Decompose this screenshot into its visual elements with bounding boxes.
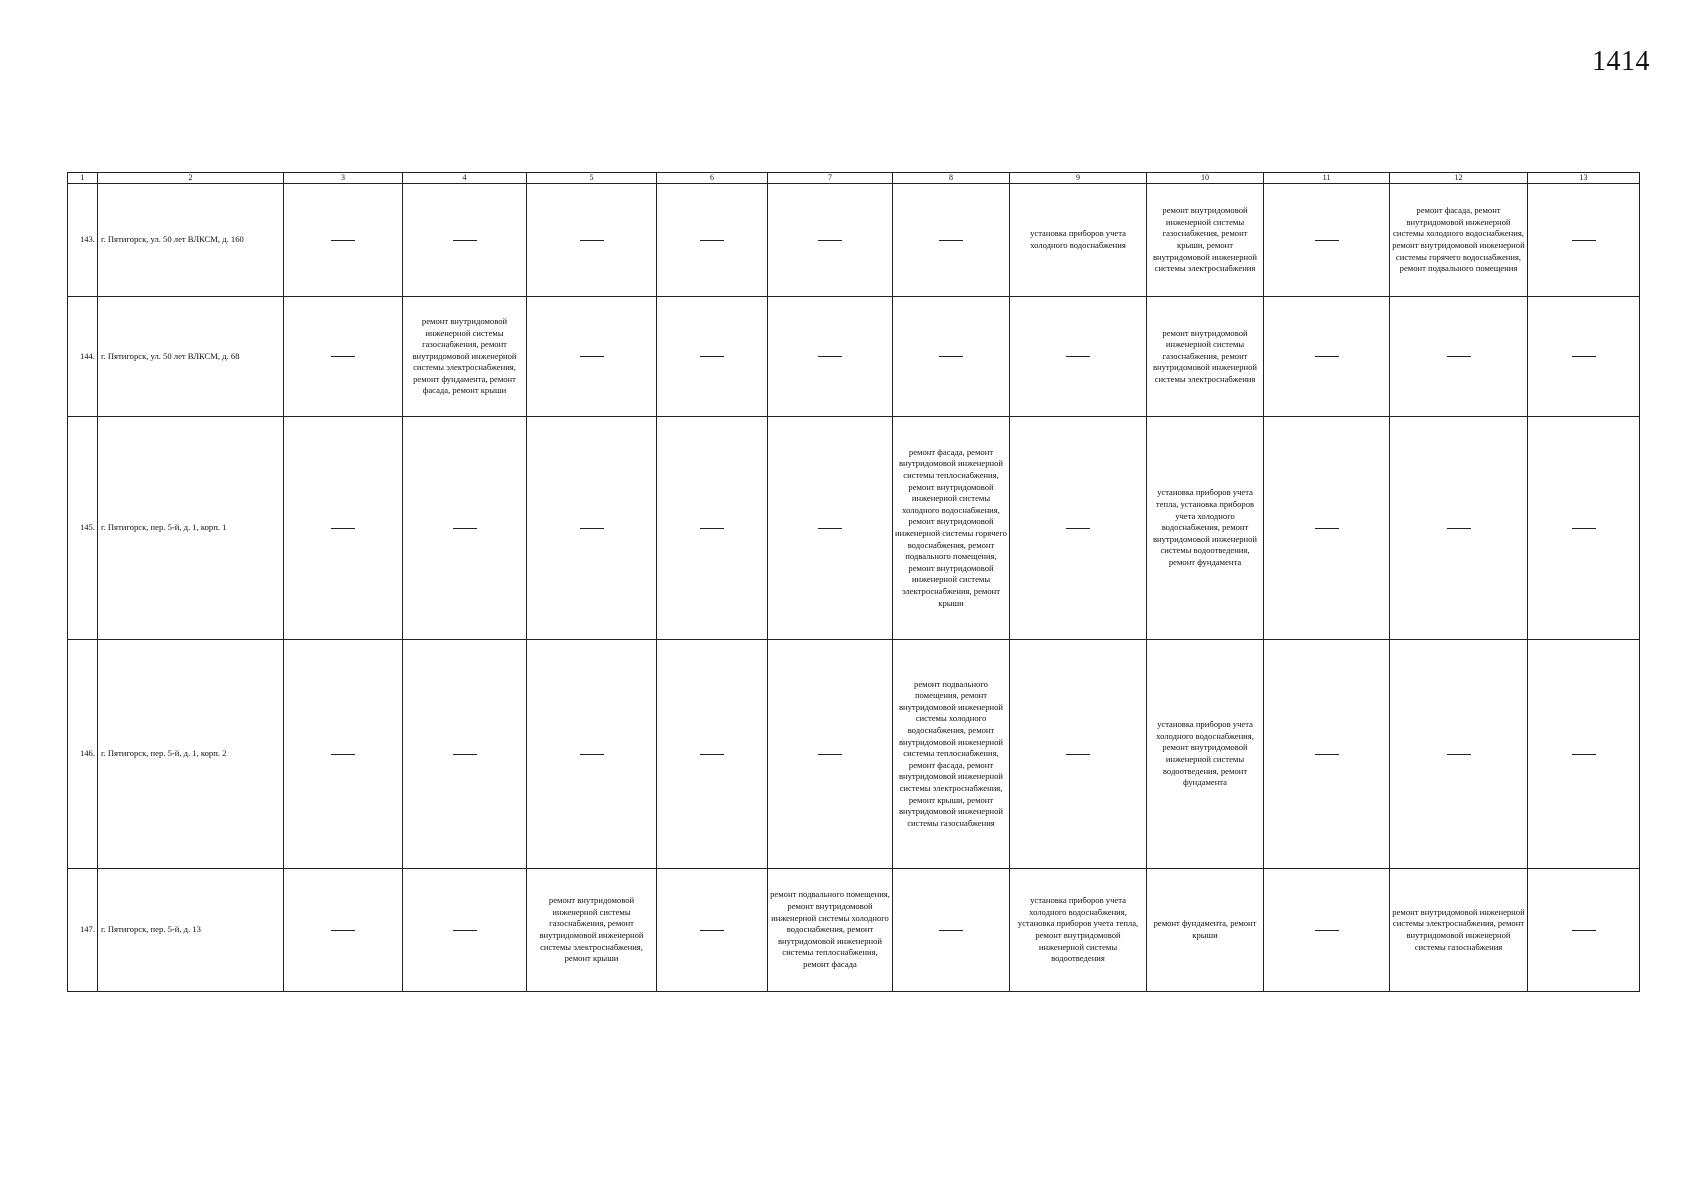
empty-cell bbox=[1264, 417, 1390, 640]
empty-cell bbox=[1528, 417, 1640, 640]
work-cell: ремонт подвального помещения, ремонт внутридомовой инженерной системы холодного водоснабжения, ремонт внутридомовой инженерной системы теплоснабжения, ремонт фасада bbox=[768, 869, 893, 992]
dash-mark bbox=[1447, 356, 1471, 357]
column-number: 8 bbox=[893, 173, 1010, 184]
work-cell: ремонт фундамента, ремонт крыши bbox=[1147, 869, 1264, 992]
work-cell: установка приборов учета тепла, установка приборов учета холодного водоснабжения, ремонт внутридомовой инженерной системы водоотведения, ремонт фундамента bbox=[1147, 417, 1264, 640]
dash-mark bbox=[1572, 356, 1596, 357]
empty-cell bbox=[1390, 297, 1528, 417]
dash-mark bbox=[1572, 754, 1596, 755]
work-cell: установка приборов учета холодного водоснабжения, ремонт внутридомовой инженерной системы водоотведения, ремонт фундамента bbox=[1147, 640, 1264, 869]
empty-cell bbox=[893, 297, 1010, 417]
empty-cell bbox=[1264, 640, 1390, 869]
work-cell: ремонт внутридомовой инженерной системы газоснабжения, ремонт внутридомовой инженерной системы электроснабжения, ремонт крыши bbox=[527, 869, 657, 992]
column-number: 9 bbox=[1010, 173, 1147, 184]
dash-mark bbox=[1572, 240, 1596, 241]
empty-cell bbox=[657, 869, 768, 992]
empty-cell bbox=[284, 640, 403, 869]
empty-cell bbox=[1010, 297, 1147, 417]
dash-mark bbox=[331, 930, 355, 931]
row-number: 146. bbox=[68, 640, 98, 869]
dash-mark bbox=[453, 240, 477, 241]
work-cell: ремонт внутридомовой инженерной системы газоснабжения, ремонт внутридомовой инженерной системы электроснабжения bbox=[1147, 297, 1264, 417]
dash-mark bbox=[818, 754, 842, 755]
table-row bbox=[68, 640, 1640, 869]
dash-mark bbox=[1066, 356, 1090, 357]
empty-cell bbox=[1390, 640, 1528, 869]
page-number: 1414 bbox=[1592, 46, 1650, 77]
empty-cell bbox=[1264, 869, 1390, 992]
dash-mark bbox=[700, 528, 724, 529]
empty-cell bbox=[1528, 640, 1640, 869]
dash-mark bbox=[818, 528, 842, 529]
empty-cell bbox=[403, 184, 527, 297]
dash-mark bbox=[1315, 754, 1339, 755]
row-number: 147. bbox=[68, 869, 98, 992]
empty-cell bbox=[657, 184, 768, 297]
dash-mark bbox=[700, 930, 724, 931]
empty-cell bbox=[527, 417, 657, 640]
empty-cell bbox=[1264, 184, 1390, 297]
empty-cell bbox=[527, 297, 657, 417]
dash-mark bbox=[1572, 930, 1596, 931]
dash-mark bbox=[1572, 528, 1596, 529]
dash-mark bbox=[580, 356, 604, 357]
dash-mark bbox=[700, 240, 724, 241]
dash-mark bbox=[700, 356, 724, 357]
dash-mark bbox=[580, 240, 604, 241]
table-row bbox=[68, 297, 1640, 417]
dash-mark bbox=[1066, 754, 1090, 755]
empty-cell bbox=[1528, 869, 1640, 992]
work-cell: ремонт фасада, ремонт внутридомовой инженерной системы холодного водоснабжения, ремонт внутридомовой инженерной системы горячего водоснабжения, ремонт подвального помещения bbox=[1390, 184, 1528, 297]
work-cell: ремонт фасада, ремонт внутридомовой инженерной системы теплоснабжения, ремонт внутридомовой инженерной системы холодного водоснабжения, ремонт внутридомовой инженерной системы горячего водоснабжения, ремонт подвального помещения, ремонт внутридомовой инженерной системы электроснабжения, ремонт крыши bbox=[893, 417, 1010, 640]
empty-cell bbox=[1528, 184, 1640, 297]
dash-mark bbox=[818, 240, 842, 241]
empty-cell bbox=[403, 417, 527, 640]
empty-cell bbox=[768, 184, 893, 297]
dash-mark bbox=[1315, 528, 1339, 529]
dash-mark bbox=[939, 240, 963, 241]
column-number: 1 bbox=[68, 173, 98, 184]
dash-mark bbox=[453, 930, 477, 931]
empty-cell bbox=[284, 297, 403, 417]
empty-cell bbox=[1390, 417, 1528, 640]
housing-repair-table bbox=[67, 172, 1640, 992]
empty-cell bbox=[657, 417, 768, 640]
dash-mark bbox=[939, 356, 963, 357]
dash-mark bbox=[1315, 240, 1339, 241]
dash-mark bbox=[453, 528, 477, 529]
empty-cell bbox=[768, 297, 893, 417]
column-number: 11 bbox=[1264, 173, 1390, 184]
dash-mark bbox=[1315, 930, 1339, 931]
column-number: 3 bbox=[284, 173, 403, 184]
dash-mark bbox=[1447, 528, 1471, 529]
empty-cell bbox=[1010, 640, 1147, 869]
column-number: 12 bbox=[1390, 173, 1528, 184]
address-cell: г. Пятигорск, пер. 5-й, д. 13 bbox=[98, 869, 284, 992]
empty-cell bbox=[1528, 297, 1640, 417]
empty-cell bbox=[893, 869, 1010, 992]
dash-mark bbox=[939, 930, 963, 931]
work-cell: ремонт подвального помещения, ремонт внутридомовой инженерной системы холодного водоснабжения, ремонт внутридомовой инженерной системы теплоснабжения, ремонт фасада, ремонт внутридомовой инженерной системы электроснабжения, ремонт крыши, ремонт внутридомовой инженерной системы газоснабжения bbox=[893, 640, 1010, 869]
table-row bbox=[68, 417, 1640, 640]
table-row bbox=[68, 184, 1640, 297]
empty-cell bbox=[1010, 417, 1147, 640]
work-cell: ремонт внутридомовой инженерной системы газоснабжения, ремонт внутридомовой инженерной системы электроснабжения, ремонт фундамента, ремонт фасада, ремонт крыши bbox=[403, 297, 527, 417]
dash-mark bbox=[700, 754, 724, 755]
address-cell: г. Пятигорск, ул. 50 лет ВЛКСМ, д. 68 bbox=[98, 297, 284, 417]
work-cell: ремонт внутридомовой инженерной системы газоснабжения, ремонт крыши, ремонт внутридомовой инженерной системы электроснабжения bbox=[1147, 184, 1264, 297]
empty-cell bbox=[403, 640, 527, 869]
empty-cell bbox=[284, 869, 403, 992]
dash-mark bbox=[580, 528, 604, 529]
empty-cell bbox=[657, 640, 768, 869]
dash-mark bbox=[331, 754, 355, 755]
column-number: 4 bbox=[403, 173, 527, 184]
dash-mark bbox=[331, 528, 355, 529]
empty-cell bbox=[768, 417, 893, 640]
column-number: 5 bbox=[527, 173, 657, 184]
dash-mark bbox=[331, 240, 355, 241]
column-number: 7 bbox=[768, 173, 893, 184]
row-number: 145. bbox=[68, 417, 98, 640]
row-number: 143. bbox=[68, 184, 98, 297]
dash-mark bbox=[331, 356, 355, 357]
address-cell: г. Пятигорск, пер. 5-й, д. 1, корп. 2 bbox=[98, 640, 284, 869]
empty-cell bbox=[893, 184, 1010, 297]
work-cell: установка приборов учета холодного водоснабжения bbox=[1010, 184, 1147, 297]
address-cell: г. Пятигорск, ул. 50 лет ВЛКСМ, д. 160 bbox=[98, 184, 284, 297]
empty-cell bbox=[768, 640, 893, 869]
dash-mark bbox=[1447, 754, 1471, 755]
column-number: 10 bbox=[1147, 173, 1264, 184]
empty-cell bbox=[527, 184, 657, 297]
work-cell: установка приборов учета холодного водоснабжения, установка приборов учета тепла, ремонт внутридомовой инженерной системы водоотведения bbox=[1010, 869, 1147, 992]
column-number: 13 bbox=[1528, 173, 1640, 184]
column-number: 6 bbox=[657, 173, 768, 184]
work-cell: ремонт внутридомовой инженерной системы электроснабжения, ремонт внутридомовой инженерной системы газоснабжения bbox=[1390, 869, 1528, 992]
dash-mark bbox=[580, 754, 604, 755]
dash-mark bbox=[818, 356, 842, 357]
empty-cell bbox=[527, 640, 657, 869]
empty-cell bbox=[284, 184, 403, 297]
empty-cell bbox=[284, 417, 403, 640]
dash-mark bbox=[1315, 356, 1339, 357]
table-row bbox=[68, 869, 1640, 992]
row-number: 144. bbox=[68, 297, 98, 417]
dash-mark bbox=[1066, 528, 1090, 529]
column-number-row bbox=[68, 173, 1640, 184]
empty-cell bbox=[1264, 297, 1390, 417]
address-cell: г. Пятигорск, пер. 5-й, д. 1, корп. 1 bbox=[98, 417, 284, 640]
empty-cell bbox=[657, 297, 768, 417]
column-number: 2 bbox=[98, 173, 284, 184]
dash-mark bbox=[453, 754, 477, 755]
empty-cell bbox=[403, 869, 527, 992]
